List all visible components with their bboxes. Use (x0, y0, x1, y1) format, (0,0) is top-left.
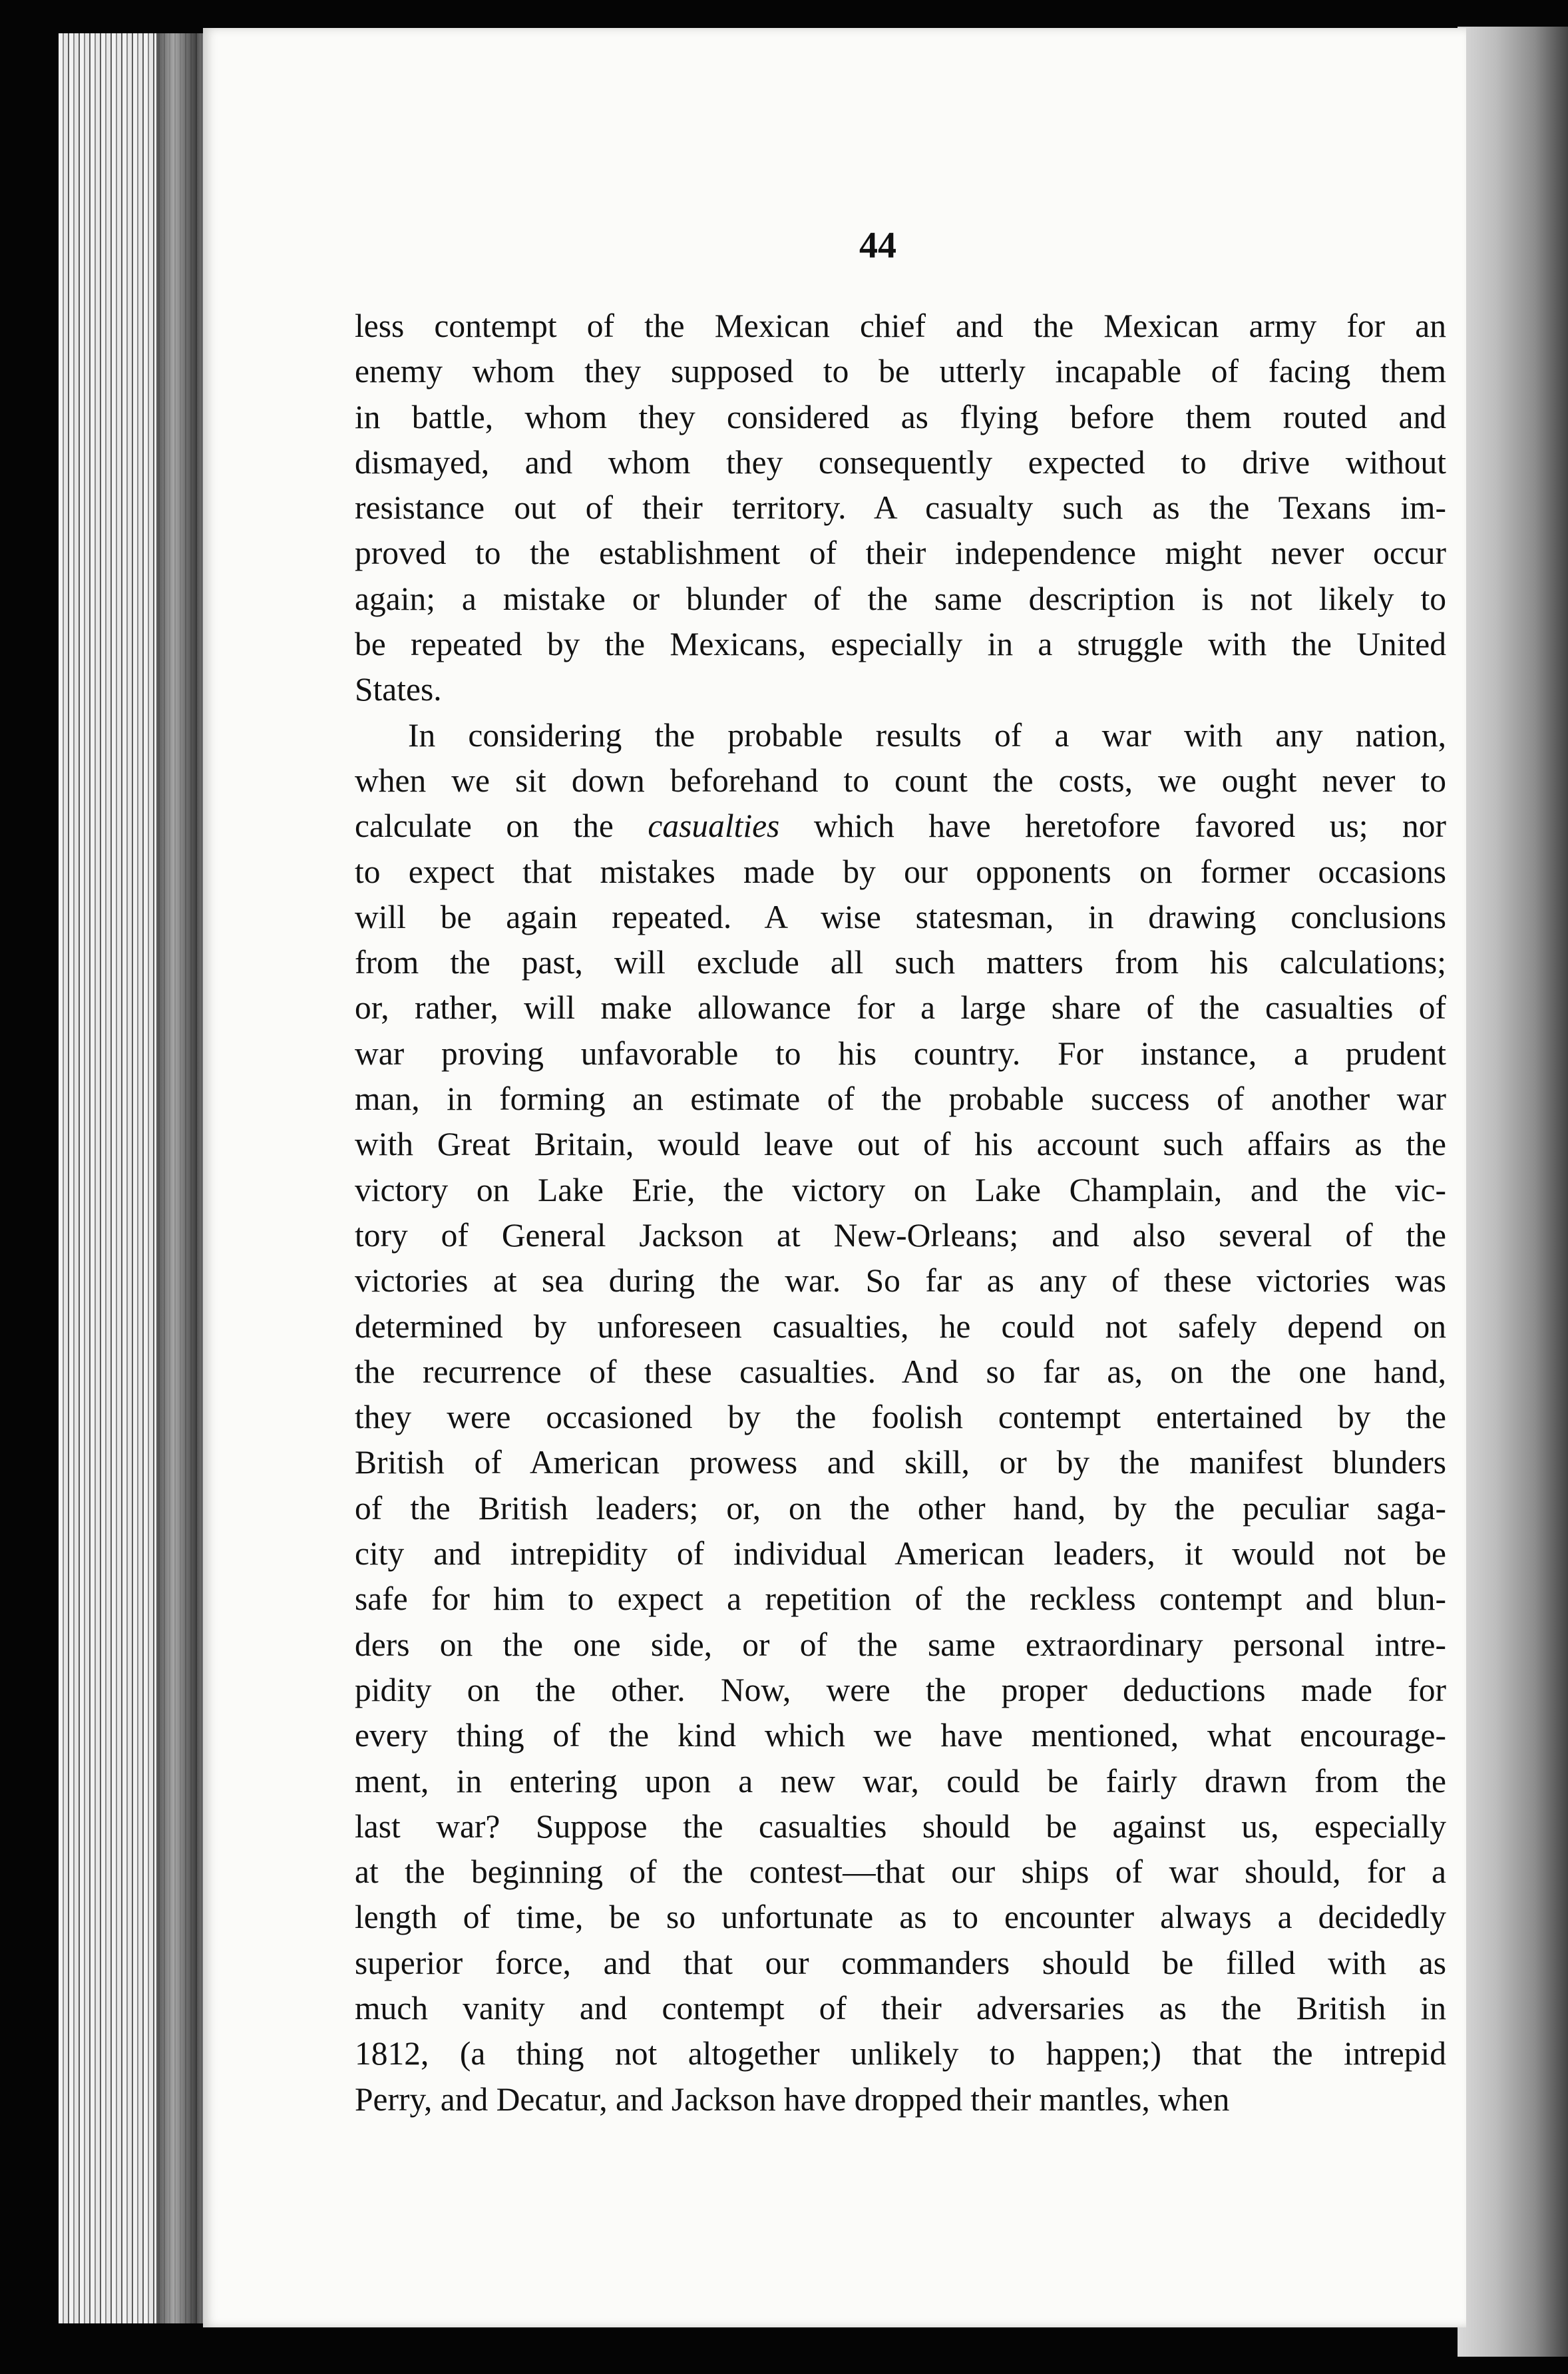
text-line: superior force, and that our commanders should be filled with as (355, 1944, 1446, 1981)
text-line: safe for him to expect a repetition of the reckless contempt and blun- (355, 1580, 1446, 1618)
text-line: be repeated by the Mexicans, especially in a struggle with the United (355, 626, 1446, 663)
text-line: they were occasioned by the foolish contempt entertained by the (355, 1399, 1446, 1436)
text-line: man, in forming an estimate of the probable success of another war (355, 1080, 1446, 1118)
text-line: tory of General Jackson at New-Orleans; and also several of the (355, 1216, 1446, 1254)
book-edge-right (1458, 27, 1568, 2357)
text-line: In considering the probable results of a war with any nation, (408, 716, 1446, 754)
text-line: with Great Britain, would leave out of his account such affairs as the (355, 1126, 1446, 1163)
text-line: war proving unfavorable to his country. For instance, a prudent (355, 1035, 1446, 1072)
text-line: dismayed, and whom they consequently expected to drive without (355, 443, 1446, 481)
text-line: ders on the one side, or of the same extraordinary personal intre- (355, 1626, 1446, 1663)
text-line: victories at sea during the war. So far as any of these victories was (355, 1262, 1446, 1300)
text-line: when we sit down beforehand to count the costs, we ought never to (355, 762, 1446, 799)
text-line: enemy whom they supposed to be utterly incapable of facing them (355, 353, 1446, 390)
text-line: again; a mistake or blunder of the same description is not likely to (355, 580, 1446, 617)
text-line: in battle, whom they considered as flying before them routed and (355, 398, 1446, 435)
page-number: 44 (859, 225, 896, 266)
text-line: to expect that mistakes made by our opponents on former occasions (355, 853, 1446, 890)
text-line: Perry, and Decatur, and Jackson have dropped their mantles, when (355, 2080, 1230, 2118)
book-page (203, 28, 1466, 2327)
text-line: determined by unforeseen casualties, he could not safely depend on (355, 1307, 1446, 1345)
text-line: less contempt of the Mexican chief and the Mexican army for an (355, 308, 1446, 344)
text-line: every thing of the kind which we have mentioned, what encourage- (355, 1717, 1446, 1754)
text-line: States. (355, 671, 442, 708)
text-line: calculate on the casualties which have heretofore favored us; nor (355, 808, 1446, 845)
text-line: at the beginning of the contest—that our ships of war should, for a (355, 1853, 1446, 1891)
text-line: victory on Lake Erie, the victory on Lake Champlain, and the vic- (355, 1171, 1446, 1208)
body-text (355, 304, 1446, 2122)
text-line: proved to the establishment of their independence might never occur (355, 535, 1446, 572)
text-line: British of American prowess and skill, or by the manifest blunders (355, 1444, 1446, 1481)
text-line: length of time, be so unfortunate as to encounter always a decidedly (355, 1899, 1446, 1936)
text-line: last war? Suppose the casualties should be against us, especially (355, 1807, 1446, 1845)
text-line: will be again repeated. A wise statesman, in drawing conclusions (355, 898, 1446, 935)
text-line: ment, in entering upon a new war, could be fairly drawn from the (355, 1762, 1446, 1799)
text-line: city and intrepidity of individual American leaders, it would not be (355, 1535, 1446, 1572)
text-line: much vanity and contempt of their adversaries as the British in (355, 1989, 1446, 2026)
text-line: resistance out of their territory. A casualty such as the Texans im- (355, 489, 1446, 527)
text-line: the recurrence of these casualties. And so far as, on the one hand, (355, 1353, 1446, 1390)
text-line: 1812, (a thing not altogether unlikely to happen;) that the intrepid (355, 2035, 1446, 2072)
text-line: pidity on the other. Now, were the proper deductions made for (355, 1671, 1446, 1708)
text-line: from the past, will exclude all such matters from his calculations; (355, 944, 1446, 981)
text-line: of the British leaders; or, on the other hand, by the peculiar saga- (355, 1489, 1446, 1527)
text-line: or, rather, will make allowance for a large share of the casualties of (355, 989, 1446, 1027)
